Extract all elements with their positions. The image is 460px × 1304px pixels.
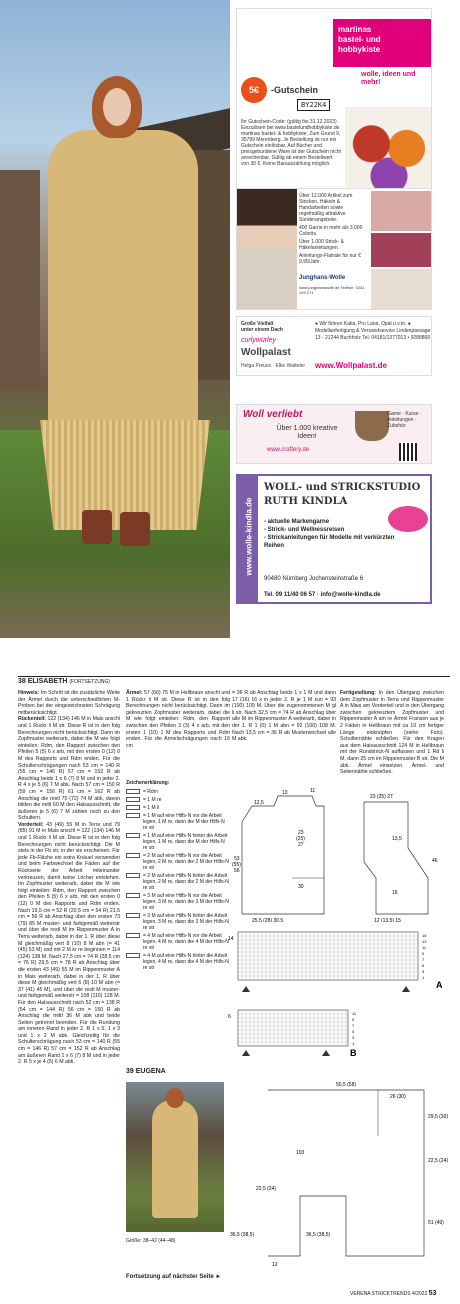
continue-note: Fortsetzung auf nächster Seite ►	[126, 1274, 222, 1280]
wollpalast-intro: Große Vielfalt unter einem Dach	[241, 321, 283, 333]
sleeve-outline	[364, 802, 428, 914]
boot-right	[120, 512, 150, 546]
feature-list	[299, 193, 367, 267]
legend-item	[126, 789, 230, 795]
garment-schematic	[232, 782, 444, 922]
eugena-schematic	[228, 1076, 450, 1284]
row-number: 13	[422, 939, 427, 944]
kindla-address: 90480 Nürnberg Jochensteinstraße 6	[264, 576, 364, 582]
wollpalast-info: ● Wir führen Katia, Pro Lana, Opal u.v.m. ● Modellanfertigung & Versandservice Lindenpassage 13 · 21244 Buchholz Tel. 04181/1377013 • 9288868	[315, 321, 431, 341]
fringed-cardigan	[48, 130, 198, 430]
wollpalast-url[interactable]: www.Wollpalast.de	[315, 361, 388, 370]
eugena-mid: 26 (30)	[390, 1094, 406, 1100]
legend-text: = 2 M auf eine Hilfs-N vor die Arbeit legen, 2 M re, dann die 2 M der Hilfs-N re str	[143, 853, 229, 871]
feature-item: Anleitungs-Flatrate für nur € 9,95/Jahr.	[299, 253, 361, 265]
repeat-arrow-icon	[402, 986, 410, 992]
row-number: 11	[352, 1011, 357, 1016]
repeat-arrow-icon	[242, 1050, 250, 1056]
back-side-b: (25)	[296, 836, 305, 842]
ad-martinas[interactable]	[236, 8, 432, 200]
chart-a-label: A	[436, 980, 443, 990]
knit-photo	[371, 233, 432, 267]
row-number: 7	[422, 957, 425, 962]
sheep-icon	[388, 506, 428, 532]
row-number: 1	[422, 975, 425, 980]
eugena-right-1: 29,5 (30)	[428, 1114, 449, 1120]
row-number: 15	[422, 933, 427, 938]
martinas-logo: martinas bastel- und hobbykiste	[333, 19, 432, 67]
sleeve-mid: 13,5	[392, 836, 402, 842]
stitch-symbol-icon	[126, 833, 140, 838]
yarn-photo	[371, 269, 432, 309]
legend-title: Zeichenerklärung:	[126, 780, 170, 786]
legend-text: = Rdm	[143, 789, 158, 795]
stitch-symbol-icon	[126, 789, 140, 794]
chart-b-grid-frame	[238, 1010, 348, 1046]
voucher-label: -Gutschein	[271, 85, 319, 95]
knit-photo	[371, 191, 432, 231]
body-outline	[242, 796, 324, 914]
cable-chart-b	[226, 1008, 450, 1060]
eugena-right-3: 51 (49)	[428, 1220, 444, 1226]
row-number: 3	[352, 1035, 355, 1040]
craftery-list: Garne · Kurse · Anleitungen · Zubehör	[387, 411, 422, 429]
stitch-symbol-icon	[126, 873, 140, 878]
stitch-symbol-icon	[126, 893, 140, 898]
cable-chart-a	[226, 930, 450, 992]
kindla-item: - Strickanleitungen für Modelle mit verkürzten Reihen	[264, 535, 395, 549]
row-number: 9	[422, 951, 425, 956]
yarn-balls-image	[345, 107, 432, 199]
voucher-badge: 5€	[241, 77, 267, 103]
hero-photo	[0, 0, 230, 638]
boot-left	[82, 510, 112, 544]
row-number: 11	[422, 945, 427, 950]
wooden-cabin-left	[0, 170, 40, 390]
junghanns-logo: Junghans-Wolle	[299, 275, 346, 281]
stitch-symbol-icon	[126, 797, 140, 802]
legend-text: = 1 M re	[143, 797, 162, 803]
back-bottom: 25,5 (28) 30,5	[252, 918, 284, 922]
legend-item	[126, 805, 230, 811]
instructions-column-3: = 36 R ab Anschlag beids 1 x 1 M und dann 17 (16) 16 x in jeder 2. R je 1 M zun = 93 (100) 109 M. Über die zugenommenen M gl li str. Nach 32,5 cm = 74 R ab Anschlag über alle M im Rippenmuster A weiterarb, dabei in der 1. R 1 (0) 1 M abn = 92 (100) 108 M. Nach 13,5 cm = 36 R ab Musterwechsel alle M abk.	[232, 690, 336, 743]
stitch-symbol-icon	[126, 933, 140, 938]
page-footer: VERENA STRICKTRENDS 4/2022 53	[350, 1290, 437, 1297]
model-photo	[237, 189, 297, 310]
wollpalast-logo: Wollpalast	[241, 347, 291, 358]
section-divider	[18, 676, 450, 677]
legend-text: = 1 M auf eine Hilfs-N vor die Arbeit legen, 1 M re, dann die M der Hilfs-N re str	[143, 813, 225, 831]
instructions-column-2: Ärmel: 57 (66) 75 M in Hellbraun anschl und 1 Rückr li M str. Diese R ist in den folg Berechnungen nicht berücksichtigt. Dann im gekreuzten Zopfmuster weiterarb, dabei die M wie folgt einteilen: Rdm, den Rapport zwischen den Pfeilen 3 (3) 4 x arb, mit den ersten 1 (10) 1 M des Rapports und Rdm enden. Für die Armelschrägungen nach 16 cm	[126, 690, 230, 749]
back-top-c: 11	[310, 788, 316, 794]
stitch-symbol-icon	[126, 853, 140, 858]
stitch-symbol-icon	[126, 953, 140, 958]
eugena-left: 12	[272, 1262, 278, 1268]
kindla-list	[264, 518, 404, 550]
legend-item	[126, 873, 230, 891]
sleeve-lower: 16	[392, 890, 398, 896]
repeat-arrow-icon	[322, 1050, 330, 1056]
kindla-item: - Strick- und Wellnessreisen	[264, 527, 345, 533]
feature-item: Über 1.000 Strick- & Häkelanleitungen.	[299, 239, 345, 251]
legend-item	[126, 933, 230, 951]
eugena-cardigan	[152, 1100, 198, 1218]
legend-item	[126, 813, 230, 831]
stitch-symbol-icon	[126, 805, 140, 810]
legend-item	[126, 893, 230, 911]
junghanns-url[interactable]: www.junghanswolle.de Telefon: 0241 109 271	[299, 285, 365, 295]
back-side-a: 23	[298, 830, 304, 836]
kindla-item: - aktuelle Markengarne	[264, 519, 330, 525]
stitch-symbol-icon	[126, 913, 140, 918]
row-number: 1	[352, 1041, 355, 1046]
sleeve-right: 46	[432, 858, 438, 864]
sleeve-bottom: 12 (13,5) 15	[374, 918, 401, 922]
chart-b-label: B	[350, 1048, 357, 1058]
legend-item	[126, 913, 230, 931]
legend-text: = 4 M auf eine Hilfs-N hinter die Arbeit legen, 4 M re, dann die 4 M der Hilfs-N re str	[143, 953, 229, 971]
legend-text: = 1 M li	[143, 805, 160, 811]
eugena-top: 50,5 (58)	[336, 1082, 357, 1088]
stitch-symbol-icon	[126, 813, 140, 818]
legend-text: = 3 M auf eine Hilfs-N hinter die Arbeit legen, 3 M re, dann die 3 M der Hilfs-N re str	[143, 913, 229, 931]
feature-item: Über 12.000 Artikel zum Stricken, Häkeln & Handarbeiten sowie regelmäßig attraktive Sonderangebote.	[299, 193, 353, 223]
qr-code-icon	[399, 443, 417, 461]
ad-wollpalast[interactable]	[236, 316, 432, 376]
legend-text: = 2 M auf eine Hilfs-N hinter die Arbeit legen, 2 M re, dann die 2 M der Hilfs-N re str	[143, 873, 229, 891]
curly-logo: curlywürley	[241, 337, 277, 344]
eugena-model-head	[166, 1088, 184, 1108]
chart-b-left-label: 6	[228, 1014, 231, 1020]
row-number: 9	[352, 1017, 355, 1022]
back-height-c: 56	[234, 868, 240, 874]
row-number: 3	[422, 969, 425, 974]
eugena-sizes: Größe: 38–42 (44–48)	[126, 1238, 176, 1244]
eugena-heading: 39 EUGENA	[126, 1068, 166, 1075]
model-face	[103, 88, 131, 126]
symbol-legend	[126, 780, 230, 973]
legend-item	[126, 853, 230, 871]
eugena-height: 103	[296, 1150, 305, 1156]
kindla-subtitle: RUTH KINDLA	[264, 496, 348, 507]
kindla-contact: Tel. 09 11/40 06 57 · info@wolle-kindla.de	[264, 592, 381, 598]
legend-text: = 3 M auf eine Hilfs-N vor die Arbeit legen, 3 M re, dann die 3 M der Hilfs-N re str	[143, 893, 229, 911]
eugena-low-left: 36,5 (38,5)	[230, 1232, 255, 1238]
ad-junghanns[interactable]	[236, 188, 432, 310]
legend-text: = 4 M auf eine Hilfs-N vor die Arbeit legen, 4 M re, dann die 4 M der Hilfs-N re str	[143, 933, 229, 951]
craftery-title: Woll verliebt	[243, 409, 303, 420]
back-top-a: 12,5	[254, 800, 264, 806]
ad-craftery[interactable]	[236, 404, 432, 464]
back-height-b: (55)	[232, 862, 241, 868]
feature-item: 400 Garne in mehr als 3.000 Colorits.	[299, 225, 363, 237]
back-height-a: 53	[234, 856, 240, 862]
repeat-arrow-icon	[242, 986, 250, 992]
chart-a-left-label: 14	[228, 936, 234, 942]
eugena-photo	[126, 1082, 224, 1232]
section-heading: 38 ELISABETH (FORTSETZUNG)	[18, 678, 111, 685]
craftery-claim: Über 1.000 kreative Ideen!	[276, 425, 338, 440]
eugena-right-2: 22,5 (24)	[428, 1158, 449, 1164]
eugena-low-right: 36,5 (38,5)	[306, 1232, 331, 1238]
voucher-fine-print: Ihr Gutschein-Code: (gültig bis 31.12.2023) Einzulösen bei www.bastelundhobbykiste.de martinas bastel- & hobbykiste, Zum Grund 9, 35799 Merenberg. Je Bestellung ist nur ein Gutschein einlösbar. Auf Bücher und preisgebundene Ware ist der Gutschein nicht anrechenbar. Gültig ab einem Bestellwert von 30 €. Keine Barauszahlung möglich.	[241, 119, 341, 167]
voucher-code: BY22K4	[297, 99, 330, 111]
eugena-body-outline	[268, 1090, 424, 1256]
martinas-slogan: wolle, ideen und mehr!	[361, 71, 416, 86]
yarn-basket-icon	[355, 411, 389, 441]
kindla-title: WOLL- und STRICKSTUDIO	[264, 482, 421, 493]
kindla-side-banner: www.wolle-kindla.de	[238, 476, 258, 602]
instructions-column-1: Hinweis: Im Schritt ist die zusätzliche Weite der Ärmel durch die unterschiedlichen M-Proben bei der eingezeichneten Schrägung mitberücksichtigt. Rückenteil: 122 (134) 146 M in Mais anschl und 1 Rückr li M str. Diese R ist in den folg Berechnungen nicht berücksichtigt. Dann im Zopfmuster weiterarb, dabei die M wie folgt einteilen: Rdm, den Rapport zwischen den Pfeilen 5 (5) 6 x arb, mit den ersten 0 (12) 0 M des Rapports und Rdm enden. Für die Schulterschrägungen nach 53 cm = 140 R (55 cm = 146 R) 57 cm = 152 R ab Anschlag beids 1 x 6 (7) 8 M und in jeder 2. R 4 x je 5 (6) 7 M abk. Nach 57 cm = 150 R (59 cm = 156 R) 61 cm = 162 R ab Anschlag die restl 70 (72) 74 M abk, davon bilden die mittl 60 M den Halsausschnitt, die äußeren je 5 (6) 7 M zählen noch zu den Schultern. Vorderteil: 43 (49) 55 M in Terra und 79 (85) 91 M in Mais anschl = 122 (134) 146 M und 1 Rückr li M str. Diese R ist in den folg Berechnungen nicht berücksichtigt. Die M stets in der Fb str, in der sie erscheinen. Für jede Fb-Fläche ein extra Knäuel verwenden und beim Farbwechsel die Fäden auf der Rückseite der Arbeit miteinander verkreuzen, damit keine Löcher entstehen. Im Zopfmuster weiterarb, dabei die M wie folgt einteilen: Rdm, den Rapport zwischen den Pfeilen 5 (5) 6 x arb, mit den ersten 0 (12) 0 M des Rapports und Rdm enden. Nach 19,5 cm = 52 R (20,5 cm = 54 R) 21,5 cm = 56 R ab Anschlag über den ersten 73 (79) 85 M muster- und farbgemäß weiterstr und über die restl M im Rippenmuster A in Terra weiterarb, dabei in der 1. R über diese M gleichmäßig vert 8 (10) 8 M abn (= 41 (45) 53 M) und mit 2 M kr re beginnen = 114 (124) 138 M. Nach 27,5 cm = 74 R (28,5 cm = 76 R) 29,5 cm = 78 R ab Anschlag über die ersten 43 (49) 55 M im Rippenmuster A in Mais weiterarb, dabei in der 1. R über diese M gleichmäßig vert 6 (8) 10 M abn (= 37 (41) 45 M), und über die restl M muster- und farbgemäß weiterstr = 108 (116) 128 M. Für den Halsausschnitt nach 52 cm = 138 R (54 cm = 144 R) 56 cm = 150 R ab Anschlag die mittl 36 M abk und beide Seiten getrennt beenden. Für die Rundung am inneren Rand in jeder 2. R 1 x 5, 1 x 3 und 1 x 2 M abk. Gleichzeitig für die Schulterschrägung nach 53 cm = 140 R (55 cm = 146 R) 57 cm = 152 R ab Anschlag am äußeren Rand 1 x 6 (7) 8 M und in jeder 2. R 5 x je 4 (5) 6 M abk.	[18, 690, 120, 1066]
eugena-lower: 22,5 (24)	[256, 1186, 277, 1192]
row-number: 5	[352, 1029, 355, 1034]
legend-item	[126, 953, 230, 971]
row-number: 5	[422, 963, 425, 968]
ad-kindla[interactable]	[236, 474, 432, 604]
craftery-url[interactable]: www.craftery.de	[267, 447, 310, 453]
row-number: 7	[352, 1023, 355, 1028]
sleeve-top: 23 (25) 27	[370, 794, 393, 800]
legend-item	[126, 833, 230, 851]
back-mid: 30	[298, 884, 304, 890]
instructions-column-4: Fertigstellung: In den Übergang zwischen dem Zopfmuster in Terra und Rippenmuster A in Mais am Vorderteil und in den Übergang zwischen gekreuztem Zopfmuster und Rippenmuster A am re Ärmel Fransen aus je 2 Fäden in Hellbraun mit ca 10 cm fertiger Länge einknüpfen (siehe Foto). Schulternähte schließen. Für den Kragen aus dem Halsausschnitt 124 M in Hellbraun mit der Rundstrick-N auffassen und 1 Rd li M, dann 25 cm im Rippenmuster B str. Die M abk. Ärmel einsetzen. Ärmel- und Seitennähte schließen.	[340, 690, 444, 776]
legend-item	[126, 797, 230, 803]
back-top-b: 13	[282, 790, 288, 796]
legend-text: = 1 M auf eine Hilfs-N hinter die Arbeit legen, 1 M re, dann die M der Hilfs-N re str	[143, 833, 228, 851]
owner-names: Helga Preuss · Elke Watteler	[241, 363, 306, 369]
back-side-c: 27	[298, 842, 304, 848]
